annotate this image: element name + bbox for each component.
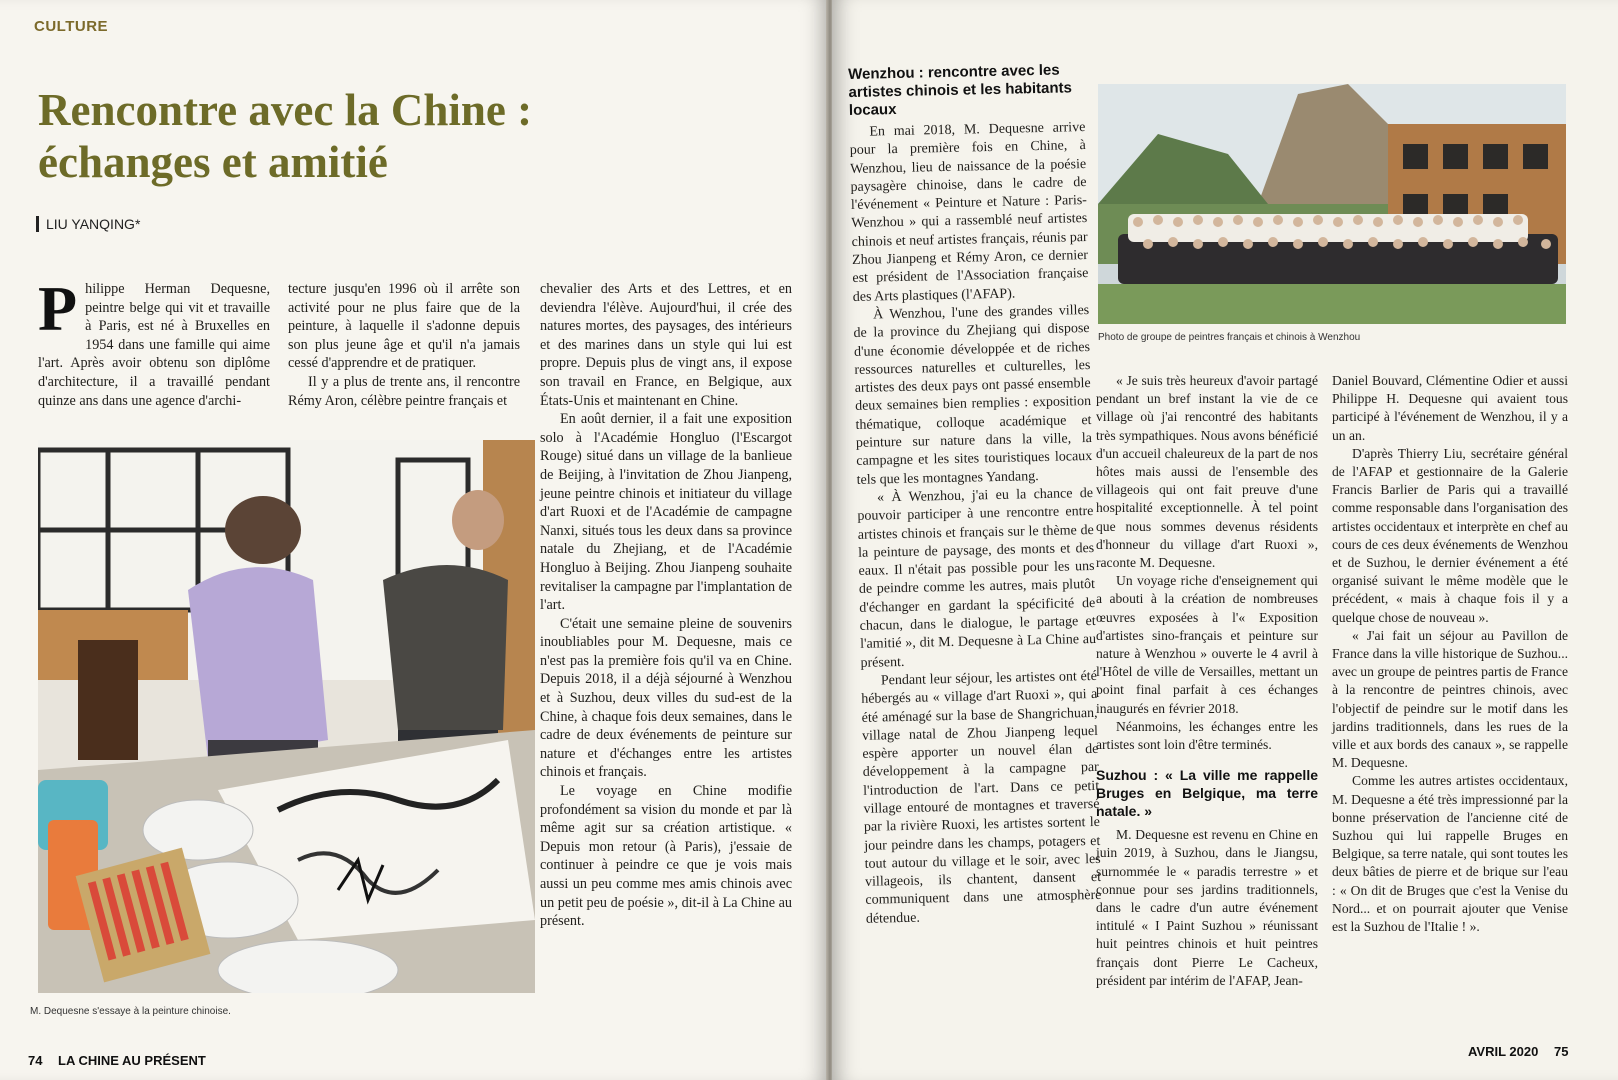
right-page — [832, 0, 1618, 1080]
paragraph: « À Wenzhou, j'ai eu la chance de pouvoir participer à une rencontre entre artistes chinois et français sur le thème de la peinture de paysage, des monts et des eaux. Il n'était pas possible pour les uns de peindre comme les autres, mais plutôt d'échanger en gardant la spécificité de chacun, dans le dialogue, le partage et l'amitié », dit M. Dequesne à La Chine au présent. — [857, 485, 1097, 671]
paragraph: « Je suis très heureux d'avoir partagé pendant un bref instant la vie de ce village où j'ai rencontré des habitants très sympathiques. Nous avons bénéficié d'un accueil chaleureux de la part de nos hôtes mais aussi de l'ensemble des villageois qui ont fait preuve d'une hospitalité exceptionnelle. À tel point que nous sommes devenus résidents d'honneur du village d'art Ruoxi », raconte M. Dequesne. — [1096, 373, 1318, 571]
group-photo-caption: Photo de groupe de peintres français et chinois à Wenzhou — [1098, 332, 1361, 343]
left-column-1 — [38, 273, 270, 410]
section-heading-suzhou: Suzhou : « La ville me rappelle Bruges en Belgique, ma terre natale. » — [1096, 767, 1318, 820]
paragraph: Comme les autres artistes occidentaux, M. Dequesne a été très impressionné par la bonne préservation de l'ancienne cité de Suzhou qui lui rappelle Bruges en Belgique, sa terre natale, qui sont toutes les deux bâties de pierre et de brique sur l'eau : « On dit de Bruges que c'est la Venise du Nord... et on pourrait ajouter que Venise est la Suzhou de l'Italie ! ». — [1332, 773, 1568, 935]
paragraph: « J'ai fait un séjour au Pavillon de France dans la ville historique de Suzhou... avec un groupe de peintres partis de France à la rencontre de peintres chinois, avec l'objectif de peindre sur le motif dans les jardins traditionnels, dans les rues de la ville et aux bords des canaux », se rappelle M. Dequesne. — [1332, 627, 1568, 771]
painting-photo-illustration — [38, 440, 535, 993]
paragraph: Un voyage riche d'enseignement qui a abouti à la création de nombreuses œuvres exposées à l'« Exposition d'artistes sino-français et peinture sur nature à Wenzhou » ouverte le 4 avril à l'Hôtel de ville de Versailles, mettant un point final parfait à ces échanges inaugurés en février 2018. — [1096, 573, 1318, 716]
paragraph: Daniel Bouvard, Clémentine Odier et aussi Philippe H. Dequesne qui avaient tous participé à l'événement de Wenzhou, il y a un an. — [1332, 373, 1568, 443]
title-line-1: Rencontre avec la Chine : — [38, 85, 533, 135]
drop-cap: P — [38, 273, 78, 344]
photo-caption: M. Dequesne s'essaye à la peinture chinoise. — [30, 1006, 231, 1017]
page-number: 75 — [1554, 1044, 1569, 1059]
paragraph: Pendant leur séjour, les artistes ont été hébergés au « village d'art Ruoxi », qui a été aménagé sur la base de Shangrichuan, village natal de Zhou Jianpeng lequel espère apporter un nouvel élan de développement à la campagne par l'introduction de l'art. Dans ce petit village entouré de montagnes et traversé par la rivière Ruoxi, les artistes sortent le jour peindre dans les champs, potagers et tout autour du village et le soir, avec les villageois, ils chantent, dansent et communiquent dans une atmosphère détendue. — [861, 668, 1102, 927]
paragraph: Néanmoins, les échanges entre les artistes sont loin d'être terminés. — [1096, 718, 1318, 753]
author-byline: LIU YANQING* — [36, 216, 140, 232]
paragraph: Philippe Herman Dequesne, peintre belge qui vit et travaille à Paris, est né à Bruxelles en 1954 dans une famille qui aime l'art. Après avoir obtenu son diplôme d'architecture, il a travaillé pendant quinze ans dans une agence d'archi- — [38, 273, 270, 409]
right-column-3 — [1332, 372, 1568, 936]
magazine-name: LA CHINE AU PRÉSENT — [58, 1053, 206, 1068]
group-photo-illustration — [1098, 84, 1566, 324]
paragraph: tecture jusqu'en 1996 où il arrête son activité pour ne plus faire que de la peinture, à laquelle il s'adonne depuis son plus jeune âge et qu'il n'a jamais cessé d'apprendre et de pratiquer. — [288, 281, 520, 372]
left-column-3 — [540, 280, 792, 931]
paragraph: M. Dequesne est revenu en Chine en juin 2019, à Suzhou, dans le Jiangsu, surnommée le « paradis terrestre » et connue pour ses jardins traditionnels, dans le cadre d'un autre événement intitulé « I Paint Suzhou » réunissant huit peintres chinois et huit peintres français dont Pierre Le Cacheux, président par intérim de l'AFAP, Jean- — [1096, 827, 1318, 988]
paragraph: D'après Thierry Liu, secrétaire général de l'AFAP et gestionnaire de la Galerie Francis Barlier de Paris qui a travaillé comme responsable dans l'organisation des artistes occidentaux et interprète en chef au cours de ces deux événements de Wenzhou et de Suzhou, le dernier événement a été organisé suivant le même modèle que le précédent, « mais à chaque fois il y a quelque chose de nouveau ». — [1332, 445, 1568, 625]
paragraph: En août dernier, il a fait une exposition solo à l'Académie Hongluo (l'Escargot Rouge) situé dans un village de la banlieue de Beijing, à l'invitation de Zhou Jianpeng, jeune peintre chinois et initiateur du village d'art Ruoxi et de l'Académie de campagne Nanxi, situés tous les deux dans sa province natale du Zhejiang, et de l'Académie Hongluo à Beijing. Zhou Jianpeng souhaite revitaliser la campagne par l'implantation de l'art. — [540, 411, 792, 614]
article-title — [38, 84, 598, 188]
paragraph: chevalier des Arts et des Lettres, et en deviendra l'élève. Aujourd'hui, il crée des natures mortes, des paysages, des intérieurs et des marines dans un style qui lui est propre. Depuis plus de vingt ans, il expose son travail en France, en Belgique, aux États-Unis et maintenant en Chine. — [540, 281, 792, 409]
page-number: 74 — [28, 1053, 43, 1068]
issue-date: AVRIL 2020 — [1468, 1044, 1539, 1059]
paragraph: En mai 2018, M. Dequesne arrive pour la première fois en Chine, à Wenzhou, lieu de naissance de la poésie paysagère chinoise, dans le cadre de l'événement « Peinture et Nature : Paris-Wenzhou » qui a rassemblé neuf artistes chinois et neuf artistes français, réunis par Zhou Jianpeng et Rémy Aron, ce dernier est président de l'Association française des Arts plastiques (l'AFAP). — [849, 120, 1089, 305]
title-line-2: échanges et amitié — [38, 137, 388, 187]
right-column-1 — [849, 119, 1102, 929]
left-column-2 — [288, 280, 520, 410]
paragraph: Le voyage en Chine modifie profondément sa vision du monde et par là même agit sur sa création artistique. « Depuis mon retour (à Paris), j'essaie de continuer à peindre ce que je vois mais aussi un peu comme mes amis chinois avec un petit peu de poésie », dit-il à La Chine au présent. — [540, 783, 792, 930]
section-label: CULTURE — [34, 18, 109, 35]
paragraph: Il y a plus de trente ans, il rencontre Rémy Aron, célèbre peintre français et — [288, 373, 520, 409]
right-column-2 — [1096, 372, 1318, 990]
group-photo — [1098, 84, 1566, 324]
section-heading-wenzhou: Wenzhou : rencontre avec les artistes chinois et les habitants locaux — [848, 61, 1073, 119]
right-column-1-block — [848, 61, 1102, 929]
paragraph: C'était une semaine pleine de souvenirs inoubliables pour M. Dequesne, mais ce n'est pas la première fois qu'il va en Chine. Depuis 2018, il a déjà séjourné à Wenzhou et à Suzhou, deux villes du sud-est de la Chine, à chaque fois deux semaines, dans le cadre de deux événements de peinture sur nature et d'échanges entre les artistes chinois et français. — [540, 615, 792, 781]
paragraph: À Wenzhou, l'une des grandes villes de la province du Zhejiang qui dispose d'une économie développée et de riches ressources naturelles et culturelles, les artistes des deux pays ont passé ensemble deux semaines bien remplies : exposition thématique, colloque académique et peinture sur nature dans la ville, la campagne et les sites touristiques locaux tels que les montagnes Yandang. — [853, 302, 1093, 488]
painting-photo — [38, 440, 535, 993]
